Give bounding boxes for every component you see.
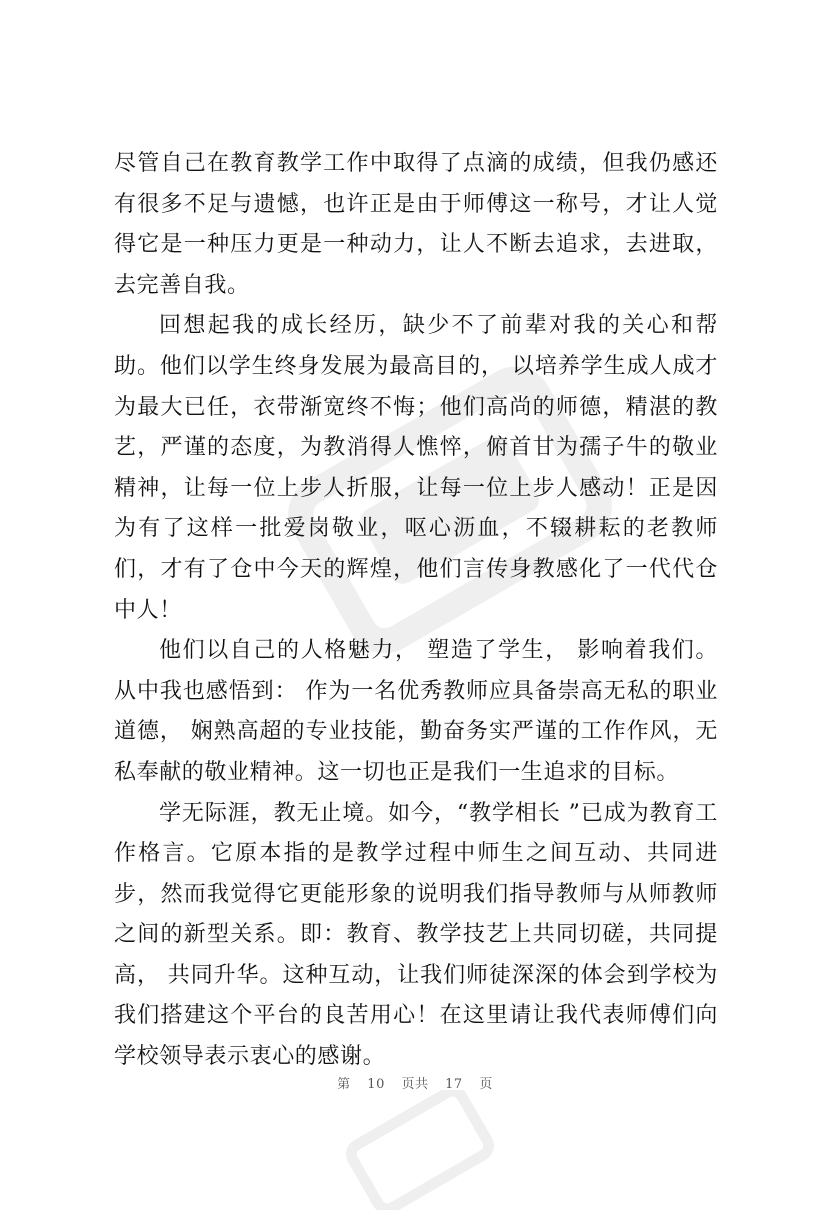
paragraph-4: 学无际涯，教无止境。如今，“教学相长 ”已成为教育工作格言。它原本指的是教学过程中师生之间互动、共同进步，然而我觉得它更能形象的说明我们指导教师与从师教师之间的新型关系。即：教育、教学技艺上共同切磋，共同提高， 共同升华。这种互动，让我们师徒深深的体会到学校为我们搭建这个平台的良苦用心！在这里请让我代表师傅们向学校领导表示衷心的感谢。 [114, 800, 718, 1070]
paragraph-3: 他们以自己的人格魅力， 塑造了学生， 影响着我们。 从中我也感悟到： 作为一名优秀教师应具备崇高无私的职业道德， 娴熟高超的专业技能，勤奋务实严谨的工作作风，无私奉献的敬业精神。这一切也正是我们一生追求的目标。 [114, 638, 718, 785]
document-body [114, 144, 718, 1078]
footer-current-page: 10 [367, 1077, 385, 1092]
paragraph-1: 尽管自己在教育教学工作中取得了点滴的成绩，但我仍感还有很多不足与遗憾，也许正是由于师傅这一称号，才让人觉得它是一种压力更是一种动力，让人不断去追求，去进取，去完善自我。 [114, 151, 718, 298]
paragraph-2: 回想起我的成长经历，缺少不了前辈对我的关心和帮助。他们以学生终身发展为最高目的， 以培养学生成人成才为最大已任，衣带渐宽终不悔；他们高尚的师德，精湛的教艺，严谨的态度，为教消得人憔悴，俯首甘为孺子牛的敬业精神，让每一位上步人折服，让每一位上步人感动！正是因为有了这样一批爱岗敬业，呕心沥血，不辍耕耘的老教师们，才有了仓中今天的辉煌，他们言传身教感化了一代代仓中人！ [114, 313, 718, 623]
page-number-footer [0, 1073, 830, 1092]
watermark-bottom-icon [330, 1090, 510, 1210]
footer-suffix: 页 [479, 1077, 493, 1092]
footer-prefix: 第 [337, 1077, 351, 1092]
footer-middle: 页共 [401, 1077, 429, 1092]
footer-total-pages: 17 [445, 1077, 463, 1092]
